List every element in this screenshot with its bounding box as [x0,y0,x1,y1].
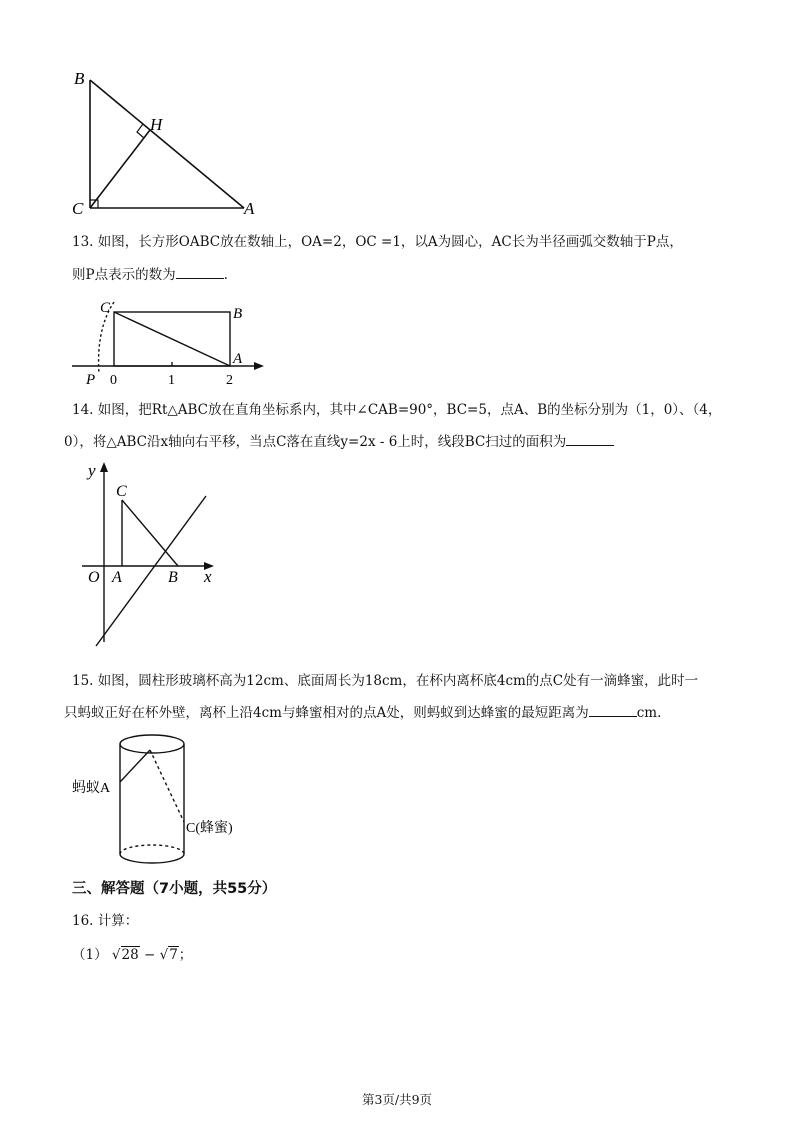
ant-path-inner [150,750,184,822]
q15-line2 [64,703,661,723]
cylinder-bottom-front [120,854,184,863]
q16-number: 16. [72,913,94,929]
page-footer: 第3页/共9页 [361,1092,433,1107]
q13-text-line2: 则P点表示的数为 [72,267,176,283]
q15-number: 15. [72,673,94,689]
segment-ba [90,80,244,208]
q14-number: 14. [72,402,94,418]
q16-part1 [72,945,192,965]
label-p: P [86,372,96,388]
tick-label-2: 2 [226,373,233,388]
cylinder-bottom-back [120,845,184,854]
segment-ch [90,130,150,208]
sqrt-expression-2 [160,945,179,965]
label-a: A [112,569,122,586]
q15-text-unit: cm. [636,705,662,721]
tick-label-0: 0 [110,373,117,388]
q13-line1 [72,232,683,252]
sqrt-sign-icon: √ [159,947,169,963]
label-c: C [100,300,111,316]
segment-cb [122,500,178,566]
label-y: y [88,461,96,480]
label-b: B [168,569,178,586]
minus-sign: − [143,947,156,963]
label-honey-c: C(蜂蜜) [186,821,233,836]
figure-q13-numberline [66,294,276,390]
q15-answer-blank[interactable] [589,703,637,717]
ant-path-outer [120,750,150,782]
q14-line1 [72,400,721,420]
axis-arrow [254,362,264,370]
q14-line2 [64,432,614,452]
tick-label-1: 1 [168,373,175,388]
label-a: A [233,351,243,367]
figure-q12-triangle [60,64,280,224]
cylinder-top [120,735,184,753]
q16-text: 计算： [97,913,139,929]
label-b: B [233,306,243,322]
label-h: H [150,115,163,134]
label-x: x [204,567,212,586]
radicand-7: 7 [169,947,178,963]
label-c: C [72,199,84,218]
sqrt-sign-icon: √ [111,947,121,963]
figure-q14-coordinate [76,456,236,656]
q14-text-line2: 0），将△ABC沿x轴向右平移，当点C落在直线y=2x - 6上时，线段BC扫过的面积为 [64,434,567,450]
q13-line2 [72,265,228,285]
diagonal-ac [114,312,230,366]
q13-answer-blank[interactable] [176,265,224,279]
q13-text-period: . [223,267,228,283]
q13-text-line1: 如图，长方形OABC放在数轴上，OA=2，OC =1，以A为圆心，AC长为半径画弧交数轴于P点， [97,234,683,250]
figure-q15-cylinder [68,726,268,876]
section-title: 三、解答题（7小题，共55分） [72,881,277,897]
q15-text-line2: 只蚂蚁正好在杯外壁，离杯上沿4cm与蜂蜜相对的点A处，则蚂蚁到达蜂蜜的最短距离为 [64,705,589,721]
label-ant-a: 蚂蚁A [72,781,111,796]
q15-line1 [72,671,698,691]
q16-heading [72,911,138,931]
label-c: C [116,483,127,500]
label-o: O [88,569,100,586]
radicand-28: 28 [121,947,139,963]
right-angle-mark-h [137,124,144,138]
y-axis-arrow [100,462,108,472]
label-b: B [74,69,85,88]
q13-number: 13. [72,234,94,250]
q15-text-line1: 如图，圆柱形玻璃杯高为12cm、底面周长为18cm，在杯内离杯底4cm的点C处有一滴蜂蜜，此时一 [97,673,699,689]
q16-part1-prefix: （1） [72,947,108,963]
q16-part1-suffix: ； [178,947,193,963]
label-a: A [244,199,255,218]
q14-answer-blank[interactable] [566,432,614,446]
sqrt-expression-1 [112,945,140,965]
q14-text-line1: 如图，把Rt△ABC放在直角坐标系内，其中∠CAB=90°，BC=5，点A、B的坐标分别为（1，0）、（4， [97,402,722,418]
